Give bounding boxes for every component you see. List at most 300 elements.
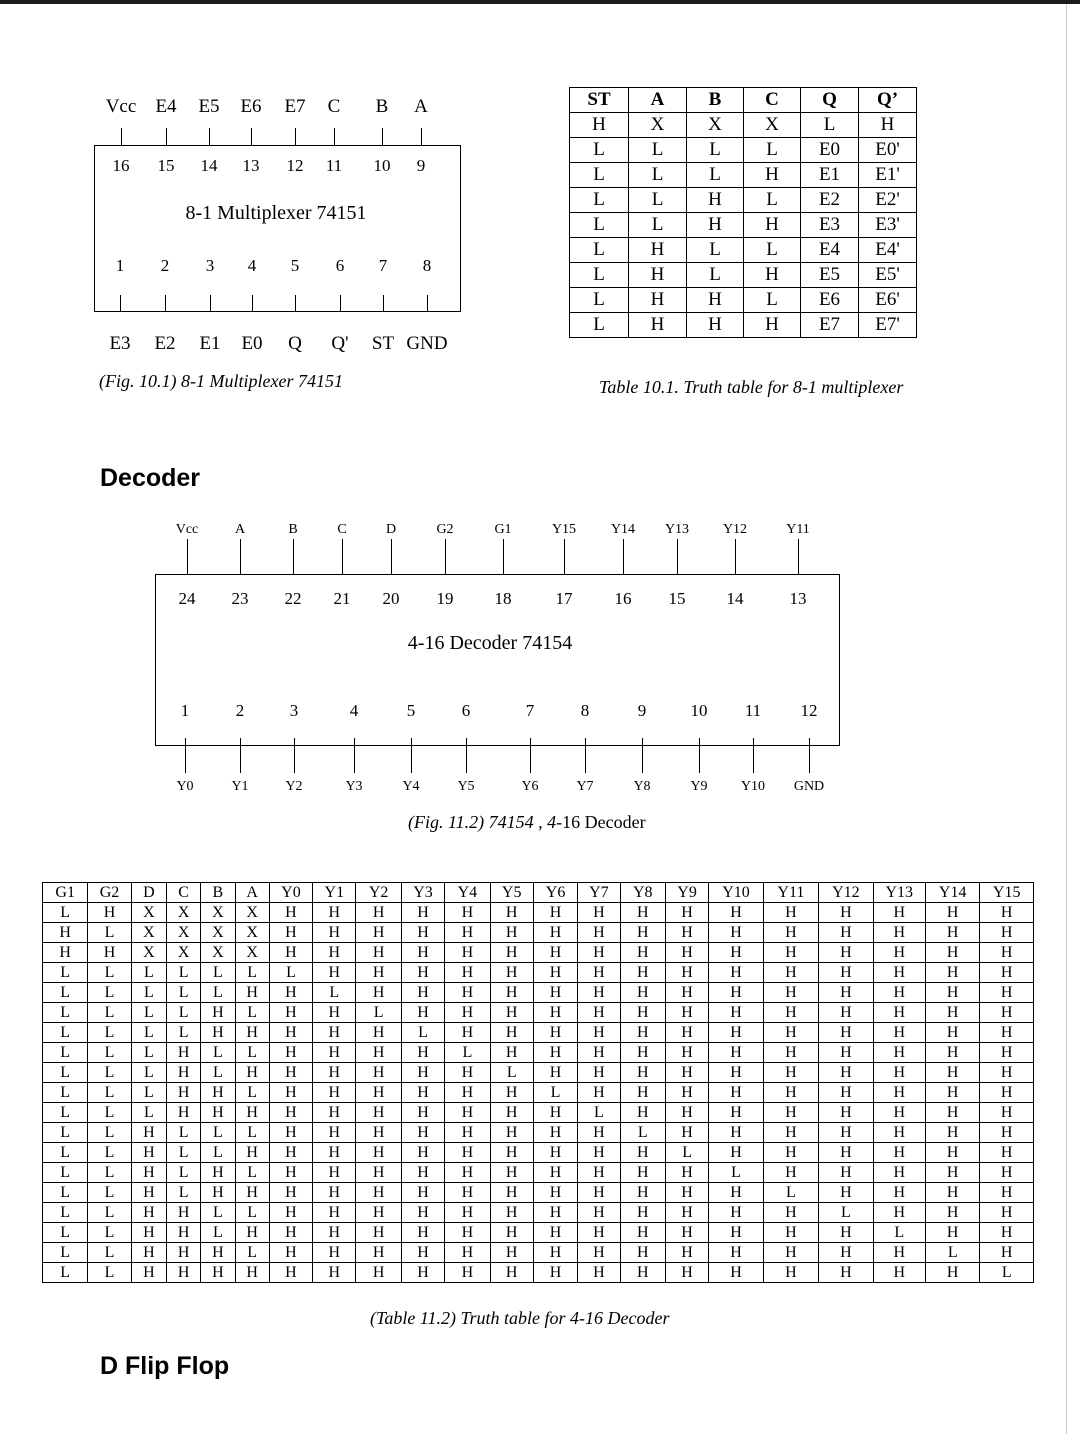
mux-table-cell: E4 [801,238,859,263]
dec-table-cell: H [925,1083,979,1103]
decoder-top-pin: 14 [726,589,744,608]
dec-table-cell: H [819,1063,873,1083]
dec-table-cell: H [873,1063,925,1083]
decoder-bottom-pin: 2 [235,701,245,720]
dec-table-cell: H [578,1263,620,1283]
dec-table-cell: H [763,1223,818,1243]
dec-table-cell: H [269,1103,312,1123]
dec-table-cell: H [873,903,925,923]
dec-table-cell: H [43,943,88,963]
dec-table-row [43,963,1034,983]
dec-table-cell: H [401,1203,444,1223]
decoder-top-label: Y14 [610,522,636,537]
decoder-table-caption: (Table 11.2) Truth table for 4-16 Decoder [370,1308,670,1328]
mux-bottom-label: Q' [331,333,349,354]
dec-table-cell: L [88,1263,131,1283]
dec-table-cell: H [665,943,708,963]
mux-top-pin-line [251,128,252,145]
dec-table-cell: H [665,1243,708,1263]
dec-table-cell: H [709,1143,763,1163]
dec-table-cell: L [88,1143,131,1163]
dec-table-cell: H [445,903,490,923]
dec-table-cell: H [490,1163,533,1183]
mux-table-cell: H [744,163,801,188]
mux-bottom-pin-line [383,295,384,312]
dec-header-cell: Y4 [445,883,490,903]
dec-table-row [43,1023,1034,1043]
decoder-top-label: D [385,522,397,537]
decoder-bottom-pin-line [240,738,241,773]
dec-table-cell: H [166,1103,200,1123]
dec-table-cell: H [665,1003,708,1023]
dec-table-row [43,1123,1034,1143]
dec-table-cell: H [873,1003,925,1023]
decoder-bottom-label: Y9 [690,779,708,794]
dec-table-cell: H [313,1203,356,1223]
dec-table-cell: H [166,1243,200,1263]
dec-table-cell: H [533,1043,577,1063]
dec-table-cell: H [980,1063,1034,1083]
dec-table-cell: L [166,1023,200,1043]
dec-table-cell: H [763,1043,818,1063]
dec-table-cell: H [578,1203,620,1223]
dec-table-cell: H [533,1263,577,1283]
dec-table-cell: H [445,1063,490,1083]
dec-table-cell: H [925,1223,979,1243]
dec-header-cell: G2 [88,883,131,903]
dec-table-cell: H [401,1103,444,1123]
mux-top-pin-line [295,128,296,145]
mux-table-cell: L [687,138,744,163]
dec-table-cell: L [88,1023,131,1043]
dec-table-cell: H [873,963,925,983]
decoder-bottom-pin: 8 [580,701,590,720]
dec-table-cell: H [269,903,312,923]
mux-top-pin: 15 [157,156,175,175]
dec-table-cell: H [401,963,444,983]
dec-table-cell: L [873,1223,925,1243]
dec-table-cell: H [269,1083,312,1103]
dec-table-cell: L [201,963,235,983]
dec-table-cell: H [980,1123,1034,1143]
dec-table-cell: H [269,1123,312,1143]
dec-table-cell: H [401,1163,444,1183]
dec-table-cell: H [873,943,925,963]
dec-table-cell: X [201,943,235,963]
mux-table-cell: H [629,288,687,313]
dec-table-cell: H [665,1043,708,1063]
mux-bottom-pin-line [295,295,296,312]
decoder-top-label: Y12 [722,522,748,537]
dec-table-cell: H [980,1003,1034,1023]
dec-table-cell: H [578,1143,620,1163]
dec-table-cell: H [235,1023,269,1043]
dec-table-cell: H [709,1223,763,1243]
dec-table-cell: H [313,1023,356,1043]
dec-table-cell: H [201,1103,235,1123]
mux-table-cell: E2' [859,188,917,213]
decoder-top-label: Y13 [664,522,690,537]
dec-table-cell: L [88,983,131,1003]
dec-table-cell: H [665,1163,708,1183]
dec-table-cell: L [925,1243,979,1263]
dec-table-cell: H [88,943,131,963]
dec-table-cell: H [819,1183,873,1203]
dec-table-cell: L [43,1023,88,1043]
dec-table-cell: H [313,1143,356,1163]
mux-header-cell: Q’ [859,88,917,113]
decoder-bottom-pin: 4 [349,701,359,720]
dec-table-row [43,1103,1034,1123]
dec-table-cell: L [201,983,235,1003]
dec-table-row [43,1243,1034,1263]
dec-table-cell: H [490,1043,533,1063]
dec-table-cell: L [201,1043,235,1063]
dec-table-cell: H [925,923,979,943]
dec-table-cell: L [166,1143,200,1163]
dec-table-cell: H [356,963,401,983]
dec-table-cell: H [620,903,665,923]
dec-table-cell: H [401,923,444,943]
mux-header-cell: ST [570,88,629,113]
dec-table-cell: H [819,1243,873,1263]
decoder-top-pin: 13 [789,589,807,608]
dec-table-cell: H [665,1183,708,1203]
dec-table-cell: L [88,1083,131,1103]
dec-table-cell: H [235,1143,269,1163]
dec-table-cell: L [235,1243,269,1263]
dec-table-cell: L [235,1123,269,1143]
dec-table-cell: L [166,1183,200,1203]
mux-bottom-label: E3 [109,333,131,354]
dec-table-cell: H [269,943,312,963]
dec-table-cell: H [925,1023,979,1043]
decoder-bottom-label: Y4 [402,779,420,794]
dec-table-cell: H [709,1243,763,1263]
dec-table-cell: H [490,1083,533,1103]
dec-table-cell: H [445,1143,490,1163]
dec-table-row [43,1223,1034,1243]
dec-table-cell: L [166,1123,200,1143]
dec-table-cell: H [763,983,818,1003]
dec-table-cell: H [356,1143,401,1163]
dec-table-cell: H [490,1203,533,1223]
decoder-bottom-pin-line [185,738,186,773]
dec-table-cell: H [356,1183,401,1203]
dec-table-cell: X [131,943,166,963]
mux-top-pin: 14 [200,156,218,175]
mux-top-label: E5 [198,96,220,117]
mux-table-cell: L [744,138,801,163]
dec-table-cell: H [401,1243,444,1263]
dec-table-cell: H [980,1043,1034,1063]
dec-table-cell: H [401,1083,444,1103]
dec-table-cell: H [445,1223,490,1243]
dec-table-row [43,983,1034,1003]
dec-table-cell: H [401,1183,444,1203]
dec-table-cell: H [401,1003,444,1023]
mux-table-cell: E6' [859,288,917,313]
mux-bottom-label: E1 [199,333,221,354]
dec-table-cell: H [665,1023,708,1043]
dec-table-cell: H [709,1103,763,1123]
dec-table-cell: H [709,1203,763,1223]
dec-table-cell: L [166,1003,200,1023]
dec-table-cell: H [980,1223,1034,1243]
dec-table-cell: H [356,1103,401,1123]
dec-table-cell: H [925,983,979,1003]
dec-table-cell: H [166,1083,200,1103]
dec-table-cell: H [925,1203,979,1223]
dec-table-cell: H [235,1223,269,1243]
dec-table-row [43,903,1034,923]
dec-header-cell: B [201,883,235,903]
dec-table-cell: X [131,923,166,943]
mux-table-cell: E7 [801,313,859,338]
dec-table-cell: H [269,1203,312,1223]
decoder-bottom-label: Y0 [176,779,194,794]
mux-table-cell: H [629,263,687,288]
dec-table-cell: H [709,903,763,923]
mux-top-pin: 10 [373,156,391,175]
dec-header-cell: Y9 [665,883,708,903]
mux-table-cell: L [570,188,629,213]
dec-table-cell: L [401,1023,444,1043]
mux-top-pin-line [166,128,167,145]
dec-table-cell: H [709,1083,763,1103]
dec-table-cell: H [235,1103,269,1123]
dec-table-cell: H [131,1143,166,1163]
dec-table-cell: H [201,1263,235,1283]
dec-table-cell: L [665,1143,708,1163]
dec-table-cell: H [201,1163,235,1183]
mux-table-cell: E4' [859,238,917,263]
dec-table-cell: X [166,943,200,963]
dec-table-cell: H [873,1243,925,1263]
dec-table-cell: H [356,1263,401,1283]
mux-table-cell: L [801,113,859,138]
dec-table-cell: X [235,943,269,963]
dec-table-cell: H [445,983,490,1003]
decoder-top-label: G2 [436,522,454,537]
dec-table-cell: H [819,1263,873,1283]
dec-table-cell: H [763,1243,818,1263]
decoder-bottom-label: Y1 [231,779,249,794]
dec-table-cell: L [166,1163,200,1183]
mux-table-cell: H [629,313,687,338]
dec-table-cell: H [490,1003,533,1023]
mux-table-row [570,163,917,188]
decoder-bottom-pin-line [411,738,412,773]
mux-table-cell: H [687,313,744,338]
dec-table-cell: H [980,1143,1034,1163]
dec-table-cell: H [490,983,533,1003]
dec-table-cell: L [201,1203,235,1223]
dec-table-cell: H [763,963,818,983]
dec-table-cell: H [356,1203,401,1223]
dec-table-cell: H [709,1023,763,1043]
decoder-top-label: C [337,522,347,537]
dec-table-cell: H [201,1083,235,1103]
dec-table-cell: H [709,1043,763,1063]
dec-table-cell: L [709,1163,763,1183]
dec-table-cell: H [980,1243,1034,1263]
mux-bottom-pin-line [165,295,166,312]
dec-table-cell: H [763,1103,818,1123]
mux-bottom-pin: 1 [115,256,125,275]
dec-table-cell: L [43,983,88,1003]
dec-table-cell: H [131,1243,166,1263]
dec-table-cell: H [269,923,312,943]
dec-table-cell: H [356,1083,401,1103]
dec-table-cell: L [88,1243,131,1263]
dec-table-cell: X [166,923,200,943]
mux-table-cell: L [570,288,629,313]
dec-table-cell: H [763,1023,818,1043]
decoder-bottom-pin: 3 [289,701,299,720]
dec-table-cell: H [620,1203,665,1223]
decoder-bottom-label: Y10 [740,779,766,794]
dec-table-cell: H [709,1263,763,1283]
dec-table-cell: L [43,1063,88,1083]
dec-table-cell: H [620,1263,665,1283]
dec-table-cell: H [269,1183,312,1203]
dec-table-cell: H [269,1023,312,1043]
dec-table-cell: L [313,983,356,1003]
decoder-bottom-label: Y5 [457,779,475,794]
dec-table-cell: H [709,983,763,1003]
mux-table-row [570,213,917,238]
mux-table-row [570,113,917,138]
dec-table-cell: H [401,1063,444,1083]
dec-table-cell: L [43,1223,88,1243]
dec-table-cell: H [533,1023,577,1043]
mux-truth-table [569,87,917,338]
dec-table-cell: H [533,983,577,1003]
dec-table-cell: L [88,1183,131,1203]
dec-header-cell: Y12 [819,883,873,903]
decoder-top-pin: 19 [436,589,454,608]
dec-table-cell: H [665,983,708,1003]
mux-table-cell: L [629,188,687,213]
mux-bottom-pin: 4 [247,256,257,275]
dec-header-cell: Y6 [533,883,577,903]
d-flip-flop-heading: D Flip Flop [100,1352,230,1380]
mux-top-label: Vcc [105,96,137,117]
dec-table-cell: H [620,1023,665,1043]
dec-table-cell: H [313,1223,356,1243]
dec-table-cell: H [490,963,533,983]
dec-table-cell: H [445,963,490,983]
dec-table-cell: H [445,943,490,963]
dec-table-cell: H [356,1223,401,1243]
top-border [0,0,1080,4]
mux-top-label: C [327,96,341,117]
dec-table-cell: H [763,1063,818,1083]
dec-table-cell: H [201,1003,235,1023]
decoder-bottom-label: Y6 [521,779,539,794]
dec-table-row [43,1043,1034,1063]
mux-table-cell: E2 [801,188,859,213]
dec-table-cell: H [313,963,356,983]
decoder-top-label: G1 [494,522,512,537]
mux-table-cell: H [570,113,629,138]
dec-table-cell: H [490,1023,533,1043]
dec-table-cell: L [235,1083,269,1103]
dec-table-cell: H [980,903,1034,923]
dec-table-cell: H [578,923,620,943]
dec-table-cell: L [131,1003,166,1023]
mux-table-cell: H [687,188,744,213]
dec-table-cell: H [490,1263,533,1283]
decoder-bottom-pin-line [354,738,355,773]
mux-table-cell: L [570,163,629,188]
decoder-bottom-label: Y8 [633,779,651,794]
decoder-top-pin-line [445,539,446,574]
mux-top-pin: 13 [242,156,260,175]
dec-table-cell: H [356,903,401,923]
dec-table-cell: H [873,1103,925,1123]
dec-table-cell: H [873,923,925,943]
dec-table-cell: H [269,1163,312,1183]
mux-table-cell: H [629,238,687,263]
dec-table-cell: H [131,1263,166,1283]
dec-table-cell: H [490,1223,533,1243]
dec-table-cell: H [131,1183,166,1203]
dec-table-cell: H [578,1163,620,1183]
mux-table-cell: L [570,263,629,288]
dec-table-cell: L [490,1063,533,1083]
dec-table-cell: L [356,1003,401,1023]
dec-table-cell: L [166,983,200,1003]
dec-table-row [43,923,1034,943]
dec-header-cell: Y11 [763,883,818,903]
decoder-bottom-pin-line [642,738,643,773]
dec-table-cell: H [925,903,979,923]
dec-table-cell: L [88,1223,131,1243]
dec-table-cell: L [43,1083,88,1103]
mux-table-cell: L [744,288,801,313]
decoder-top-label: Vcc [175,522,199,537]
dec-table-cell: L [88,1123,131,1143]
dec-header-cell: C [166,883,200,903]
dec-table-row [43,1183,1034,1203]
dec-table-cell: L [533,1083,577,1103]
dec-table-cell: H [269,983,312,1003]
mux-table-cell: E6 [801,288,859,313]
dec-table-cell: H [665,963,708,983]
dec-table-cell: H [356,1043,401,1063]
dec-table-cell: L [43,1243,88,1263]
dec-table-cell: H [709,923,763,943]
dec-table-cell: H [356,1163,401,1183]
decoder-top-label: Y15 [551,522,577,537]
dec-table-cell: H [131,1203,166,1223]
mux-table-cell: L [629,163,687,188]
dec-table-cell: L [88,1043,131,1063]
dec-table-cell: H [269,1043,312,1063]
dec-table-cell: H [620,1243,665,1263]
dec-table-cell: H [980,1023,1034,1043]
dec-table-cell: L [131,983,166,1003]
decoder-top-label: A [234,522,246,537]
mux-bottom-pin-line [340,295,341,312]
dec-table-cell: H [445,923,490,943]
dec-table-cell: H [620,1143,665,1163]
dec-table-cell: H [401,1223,444,1243]
decoder-bottom-pin-line [809,738,810,773]
mux-bottom-pin: 2 [160,256,170,275]
